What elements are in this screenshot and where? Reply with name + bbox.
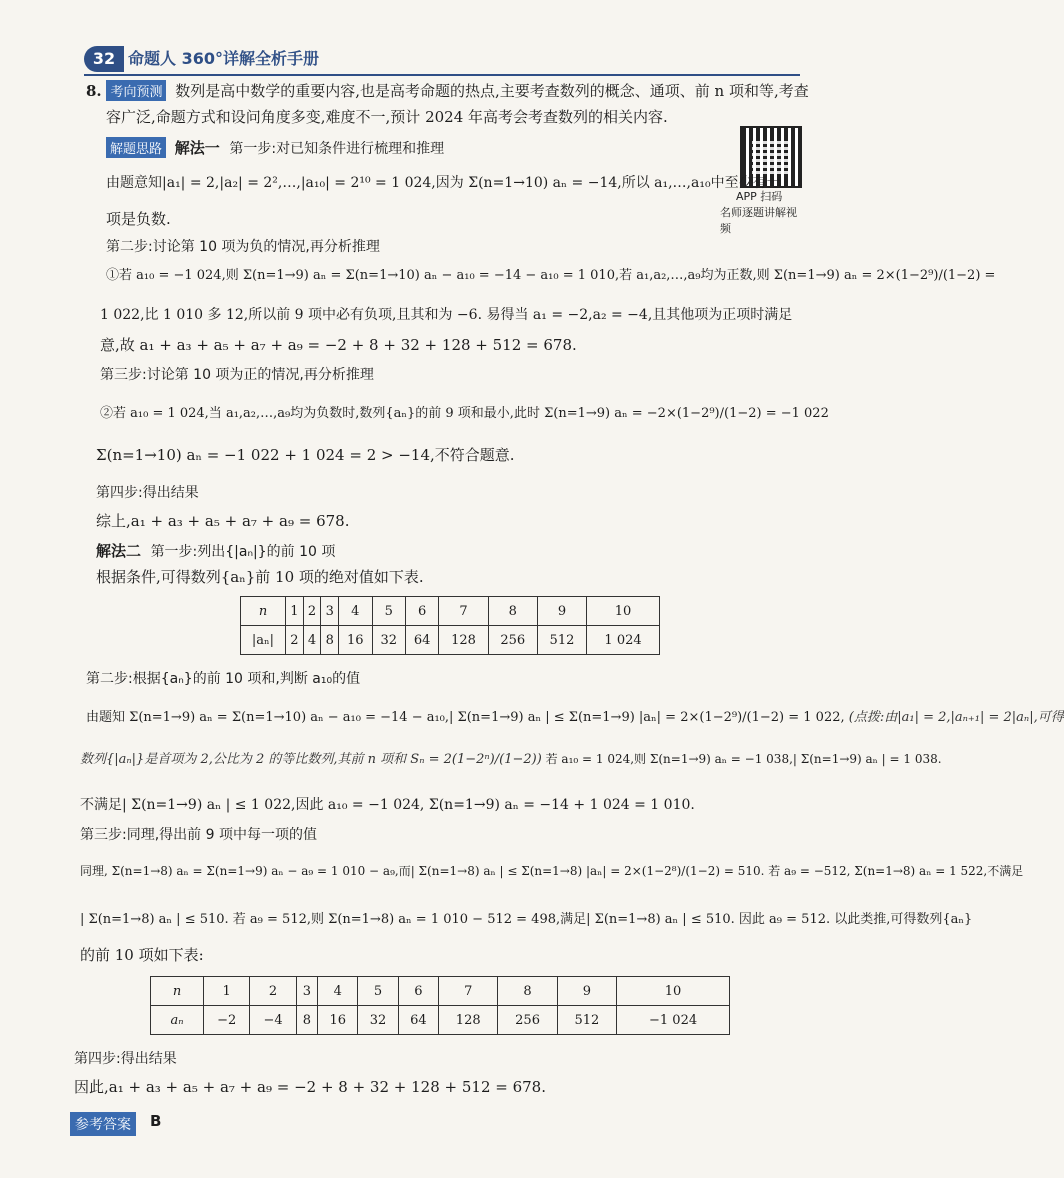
table-cell: 512: [557, 1006, 616, 1035]
table-cell: 2: [286, 626, 304, 655]
table-cell: 32: [358, 1006, 398, 1035]
table-cell: 8: [488, 597, 537, 626]
table-cell: −1 024: [617, 1006, 730, 1035]
table-cell: 256: [498, 1006, 557, 1035]
qr-label-1: APP 扫码: [736, 190, 783, 203]
solution-line-12: 不满足| Σ(n=1→9) aₙ | ≤ 1 022,因此 a₁₀ = −1 024, Σ(n=1→9) aₙ = −14 + 1 024 = 1 010.: [80, 797, 695, 813]
m2-step2: 第二步:根据{aₙ}的前 10 项和,判断 a₁₀的值: [86, 671, 361, 687]
m1-step3: 第三步:讨论第 10 项为正的情况,再分析推理: [100, 367, 374, 383]
table-cell: 16: [339, 626, 372, 655]
solution-line-9: 根据条件,可得数列{aₙ}前 10 项的绝对值如下表.: [96, 568, 424, 586]
solution-line-15: 的前 10 项如下表:: [80, 946, 204, 964]
forecast-text-2: 容广泛,命题方式和设问角度多变,难度不一,预计 2024 年高考会考查数列的相关内容.: [106, 108, 668, 126]
forecast-text: 数列是高中数学的重要内容,也是高考命题的热点,主要考查数列的概念、通项、前 n 项和等,考查: [175, 82, 809, 100]
m1-step1: 第一步:对已知条件进行梳理和推理: [229, 141, 445, 157]
table-cell: 5: [372, 597, 405, 626]
table-cell: 256: [488, 626, 537, 655]
table-cell: 3: [321, 597, 339, 626]
solution-line-11: [80, 748, 942, 767]
table-cell: 1: [286, 597, 304, 626]
table-cell: 9: [557, 977, 616, 1006]
table-cell: 4: [318, 977, 358, 1006]
table-header-cell: |aₙ|: [241, 626, 286, 655]
m1-step2: 第二步:讨论第 10 项为负的情况,再分析推理: [106, 239, 380, 255]
table-cell: −4: [250, 1006, 296, 1035]
table-cell: 128: [439, 1006, 498, 1035]
solution-line-10: [86, 706, 1064, 725]
question-forecast-line: [86, 80, 809, 101]
table-cell: 64: [398, 1006, 438, 1035]
sequence-table: [150, 976, 730, 1035]
method1-label: 解法一: [174, 139, 220, 157]
table-row: [241, 626, 660, 655]
solution-line-4: 1 022,比 1 010 多 12,所以前 9 项中必有负项,且其和为 −6. 易得当 a₁ = −2,a₂ = −4,且其他项为正项时满足: [100, 307, 793, 323]
table-cell: 64: [405, 626, 438, 655]
m2-step3: 第三步:同理,得出前 9 项中每一项的值: [80, 827, 317, 843]
hint-text-1: (点拨:由|a₁| = 2,|aₙ₊₁| = 2|aₙ|,可得: [848, 710, 1064, 725]
table-cell: −2: [204, 1006, 250, 1035]
table-cell: 512: [537, 626, 586, 655]
header-divider: [84, 74, 800, 76]
solution-line-16: 因此,a₁ + a₃ + a₅ + a₇ + a₉ = −2 + 8 + 32 + 128 + 512 = 678.: [74, 1078, 546, 1096]
solution-heading: [106, 137, 444, 158]
m1-step4: 第四步:得出结果: [96, 485, 199, 501]
book-title: 命题人 360°详解全析手册: [128, 49, 319, 68]
table-header-cell: aₙ: [151, 1006, 204, 1035]
table-cell: 9: [537, 597, 586, 626]
table-cell: 7: [439, 597, 488, 626]
table-cell: 4: [303, 626, 321, 655]
solution-line-13: 同理, Σ(n=1→8) aₙ = Σ(n=1→9) aₙ − a₉ = 1 010 − a₉,而| Σ(n=1→8) aₙ | ≤ Σ(n=1→8) |aₙ| = 2×(1−2⁸)/(1−2) = 510. 若 a₉ = −512, Σ(n=1→8) aₙ = 1 522,不满足: [80, 864, 1024, 878]
page-header: [0, 44, 800, 80]
table-cell: 16: [318, 1006, 358, 1035]
solution-line-1: 由题意知|a₁| = 2,|a₂| = 2²,…,|a₁₀| = 2¹⁰ = 1 024,因为 Σ(n=1→10) aₙ = −14,所以 a₁,…,a₁₀中至少有一: [106, 175, 781, 191]
table-cell: 8: [498, 977, 557, 1006]
table-cell: 32: [372, 626, 405, 655]
m2-step4: 第四步:得出结果: [74, 1051, 177, 1067]
table-cell: 4: [339, 597, 372, 626]
solution-line-10-text: 由题知 Σ(n=1→9) aₙ = Σ(n=1→10) aₙ − a₁₀ = −14 − a₁₀,| Σ(n=1→9) aₙ | ≤ Σ(n=1→9) |aₙ| = 2×(1−2⁹)/(1−2) = 1 022,: [86, 710, 845, 725]
solution-line-2: 项是负数.: [106, 210, 171, 228]
table-header-cell: n: [241, 597, 286, 626]
solution-line-7: Σ(n=1→10) aₙ = −1 022 + 1 024 = 2 > −14,不符合题意.: [96, 446, 515, 464]
table-cell: 6: [405, 597, 438, 626]
table-cell: 10: [617, 977, 730, 1006]
abs-value-table: [240, 596, 660, 655]
answer-value: B: [150, 1112, 162, 1130]
table-cell: 2: [250, 977, 296, 1006]
table-cell: 8: [321, 626, 339, 655]
table-cell: 3: [296, 977, 317, 1006]
forecast-tag: 考向预测: [106, 80, 166, 101]
answer-tag: 参考答案: [70, 1112, 136, 1136]
table-cell: 8: [296, 1006, 317, 1035]
m2-step1: 第一步:列出{|aₙ|}的前 10 项: [150, 544, 336, 560]
solution-line-3: ①若 a₁₀ = −1 024,则 Σ(n=1→9) aₙ = Σ(n=1→10) aₙ − a₁₀ = −14 − a₁₀ = 1 010,若 a₁,a₂,…,a₉均为正数,则 Σ(n=1→9) aₙ = 2×(1−2⁹)/(1−2) =: [106, 268, 996, 283]
table-row: [151, 1006, 730, 1035]
table-cell: 6: [398, 977, 438, 1006]
method2-label: 解法二: [96, 542, 142, 560]
solution-line-14: | Σ(n=1→8) aₙ | ≤ 510. 若 a₉ = 512,则 Σ(n=1→8) aₙ = 1 010 − 512 = 498,满足| Σ(n=1→8) aₙ | ≤ 510. 因此 a₉ = 512. 以此类推,可得数列{aₙ}: [80, 912, 973, 927]
solution-line-5: 意,故 a₁ + a₃ + a₅ + a₇ + a₉ = −2 + 8 + 32 + 128 + 512 = 678.: [100, 336, 577, 354]
solution-line-8: 综上,a₁ + a₃ + a₅ + a₇ + a₉ = 678.: [96, 512, 350, 530]
solution-line-11-text: 若 a₁₀ = 1 024,则 Σ(n=1→9) aₙ = −1 038,| Σ(n=1→9) aₙ | = 1 038.: [545, 752, 942, 766]
table-cell: 1 024: [587, 626, 660, 655]
qr-label-2: 名师逐题讲解视频: [720, 206, 797, 235]
question-number: 8.: [86, 82, 102, 100]
solution-tag: 解题思路: [106, 137, 166, 158]
table-cell: 2: [303, 597, 321, 626]
table-cell: 5: [358, 977, 398, 1006]
table-row: [241, 597, 660, 626]
method2-heading: [96, 540, 335, 561]
solution-line-6: ②若 a₁₀ = 1 024,当 a₁,a₂,…,a₉均为负数时,数列{aₙ}的前 9 项和最小,此时 Σ(n=1→9) aₙ = −2×(1−2⁹)/(1−2) = −1 022: [100, 406, 829, 421]
table-cell: 7: [439, 977, 498, 1006]
page-number: 32: [84, 46, 124, 72]
hint-text-2: 数列{|aₙ|}是首项为 2,公比为 2 的等比数列,其前 n 项和 Sₙ = 2(1−2ⁿ)/(1−2)): [80, 752, 542, 767]
table-cell: 128: [439, 626, 488, 655]
table-cell: 10: [587, 597, 660, 626]
table-row: [151, 977, 730, 1006]
table-header-cell: n: [151, 977, 204, 1006]
table-cell: 1: [204, 977, 250, 1006]
